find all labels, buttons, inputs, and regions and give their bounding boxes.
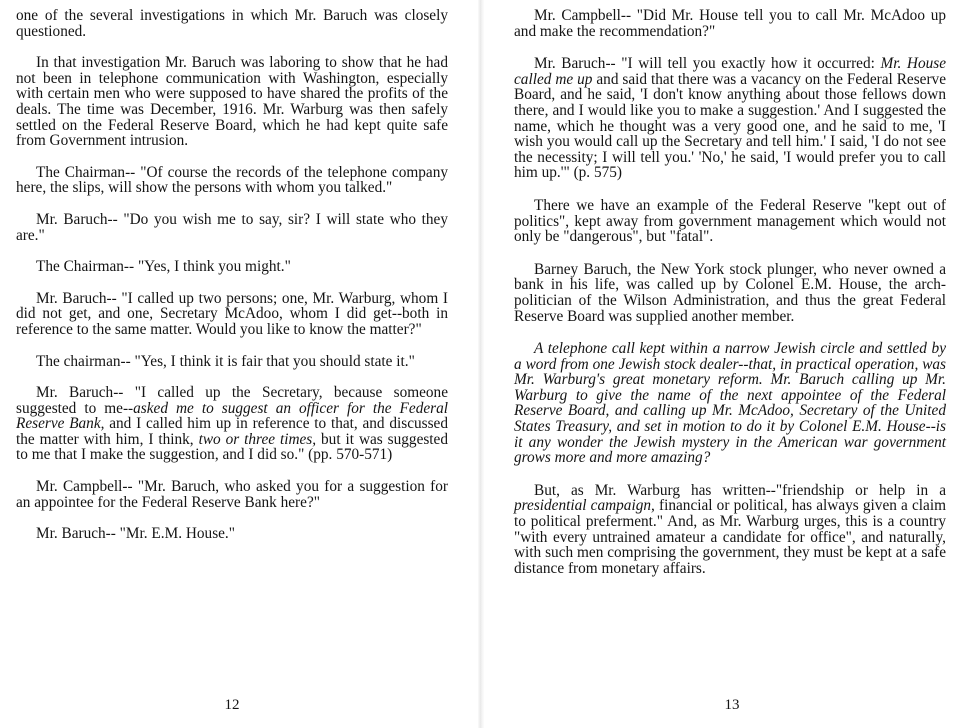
paragraph bbox=[514, 262, 946, 324]
book-gutter bbox=[478, 0, 484, 728]
paragraph bbox=[514, 198, 946, 245]
paragraph bbox=[514, 56, 946, 181]
paragraph bbox=[16, 165, 448, 196]
right-page-number: 13 bbox=[724, 697, 740, 713]
paragraph bbox=[514, 8, 946, 39]
text-run: The Chairman-- "Of course the records of the telephone company here, the slips, will show the persons with whom you talked." bbox=[16, 163, 448, 197]
paragraph bbox=[16, 55, 448, 149]
text-run: The chairman-- "Yes, I think it is fair that you should state it." bbox=[36, 352, 415, 370]
left-page-number: 12 bbox=[224, 697, 240, 713]
text-run: Barney Baruch, the New York stock plunger, who never owned a bank in his life, was called up by Colonel E.M. House, the arch-politician of the Wilson Administration, and thus the great Federal Reserve Board was supplied another member. bbox=[514, 260, 946, 325]
text-run: financial or political, has always given a claim to political preferment." And, as Mr. Warburg urges, this is a country "with every untrained amateur a candidate for office", and naturally, with such men comprising the government, they must be kept at a safe distance from monetary affairs. bbox=[514, 497, 946, 577]
left-page bbox=[16, 8, 448, 558]
paragraph bbox=[16, 526, 448, 542]
text-run: Mr. Campbell-- "Did Mr. House tell you to call Mr. McAdoo up and make the recommendation?" bbox=[514, 7, 946, 40]
text-run: Mr. Baruch-- "I called up the Secretary, because someone suggested to me-- bbox=[16, 384, 448, 417]
italic-text: two or three times, bbox=[198, 430, 317, 448]
paragraph bbox=[514, 483, 946, 577]
italic-text: Mr. House called me up bbox=[514, 55, 946, 88]
paragraph bbox=[16, 291, 448, 338]
text-run: There we have an example of the Federal Reserve "kept out of politics", kept away from government management which would not only be "dangerous", but "fatal". bbox=[514, 196, 946, 246]
italic-text: A telephone call kept within a narrow Jewish circle and settled by a word from one Jewish stock dealer--that, in practical operation, was Mr. Warburg's great monetary reform. Mr. Baruch calling up Mr. Warburg to give the name of the next appointee of the Federal Reserve Board, and calling up Mr. McAdoo, Secretary of the United States Treasury, and set in motion to do it by Colonel E.M. House--is it any wonder the Jewish mystery in the American war government grows more and more amazing? bbox=[514, 340, 946, 467]
paragraph bbox=[16, 259, 448, 275]
paragraph bbox=[16, 479, 448, 510]
right-page bbox=[514, 8, 946, 593]
text-run: Mr. Baruch-- "I will tell you exactly how it occurred: bbox=[534, 55, 881, 73]
text-run: and I called him up in reference to that, and discussed the matter with him, I think, bbox=[16, 415, 448, 448]
text-run: and said that there was a vacancy on the Federal Reserve Board, and he said, 'I don't know anything about those fellows down there, and I would like you to make a suggestion.' And I suggested the name, which he thought was a very good one, and he said to me, 'I wish you would call up the Secretary and tell him.' I said, 'I do not see the necessity; I will tell you.' 'No,' he said, 'I would prefer you to call him up.'" (p. 575) bbox=[514, 70, 946, 182]
text-run: In that investigation Mr. Baruch was laboring to show that he had not been in telephone communication with Washington, especially with certain men who were supposed to have shared the profits of the deals. The time was December, 1916. Mr. Warburg was then safely settled on the Federal Reserve Board, which he had kept quite safe from Government intrusion. bbox=[16, 54, 448, 150]
italic-text: presidential campaign, bbox=[514, 497, 655, 515]
text-run: Mr. Baruch-- "Do you wish me to say, sir? I will state who they are." bbox=[16, 210, 448, 244]
text-run: Mr. Baruch-- "Mr. E.M. House." bbox=[36, 525, 236, 543]
paragraph bbox=[16, 385, 448, 463]
text-run: one of the several investigations in which Mr. Baruch was closely questioned. bbox=[16, 7, 448, 40]
italic-text: asked me to suggest an officer for the Federal Reserve Bank, bbox=[16, 399, 448, 433]
paragraph bbox=[16, 8, 448, 39]
text-run: but it was suggested to me that I make the suggestion, and I did so." (pp. 570-571) bbox=[16, 430, 448, 464]
paragraph bbox=[16, 212, 448, 243]
paragraph bbox=[514, 341, 946, 466]
text-run: Mr. Baruch-- "I called up two persons; one, Mr. Warburg, whom I did not get, and one, Secretary McAdoo, whom I did get--both in reference to the same matter. Would you like to know the matter?" bbox=[16, 289, 448, 338]
text-run: Mr. Campbell-- "Mr. Baruch, who asked you for a suggestion for an appointee for the Federal Reserve Bank here?" bbox=[16, 478, 448, 511]
paragraph bbox=[16, 354, 448, 370]
text-run: But, as Mr. Warburg has written--"friendship or help in a bbox=[534, 481, 946, 499]
text-run: The Chairman-- "Yes, I think you might." bbox=[36, 258, 291, 276]
